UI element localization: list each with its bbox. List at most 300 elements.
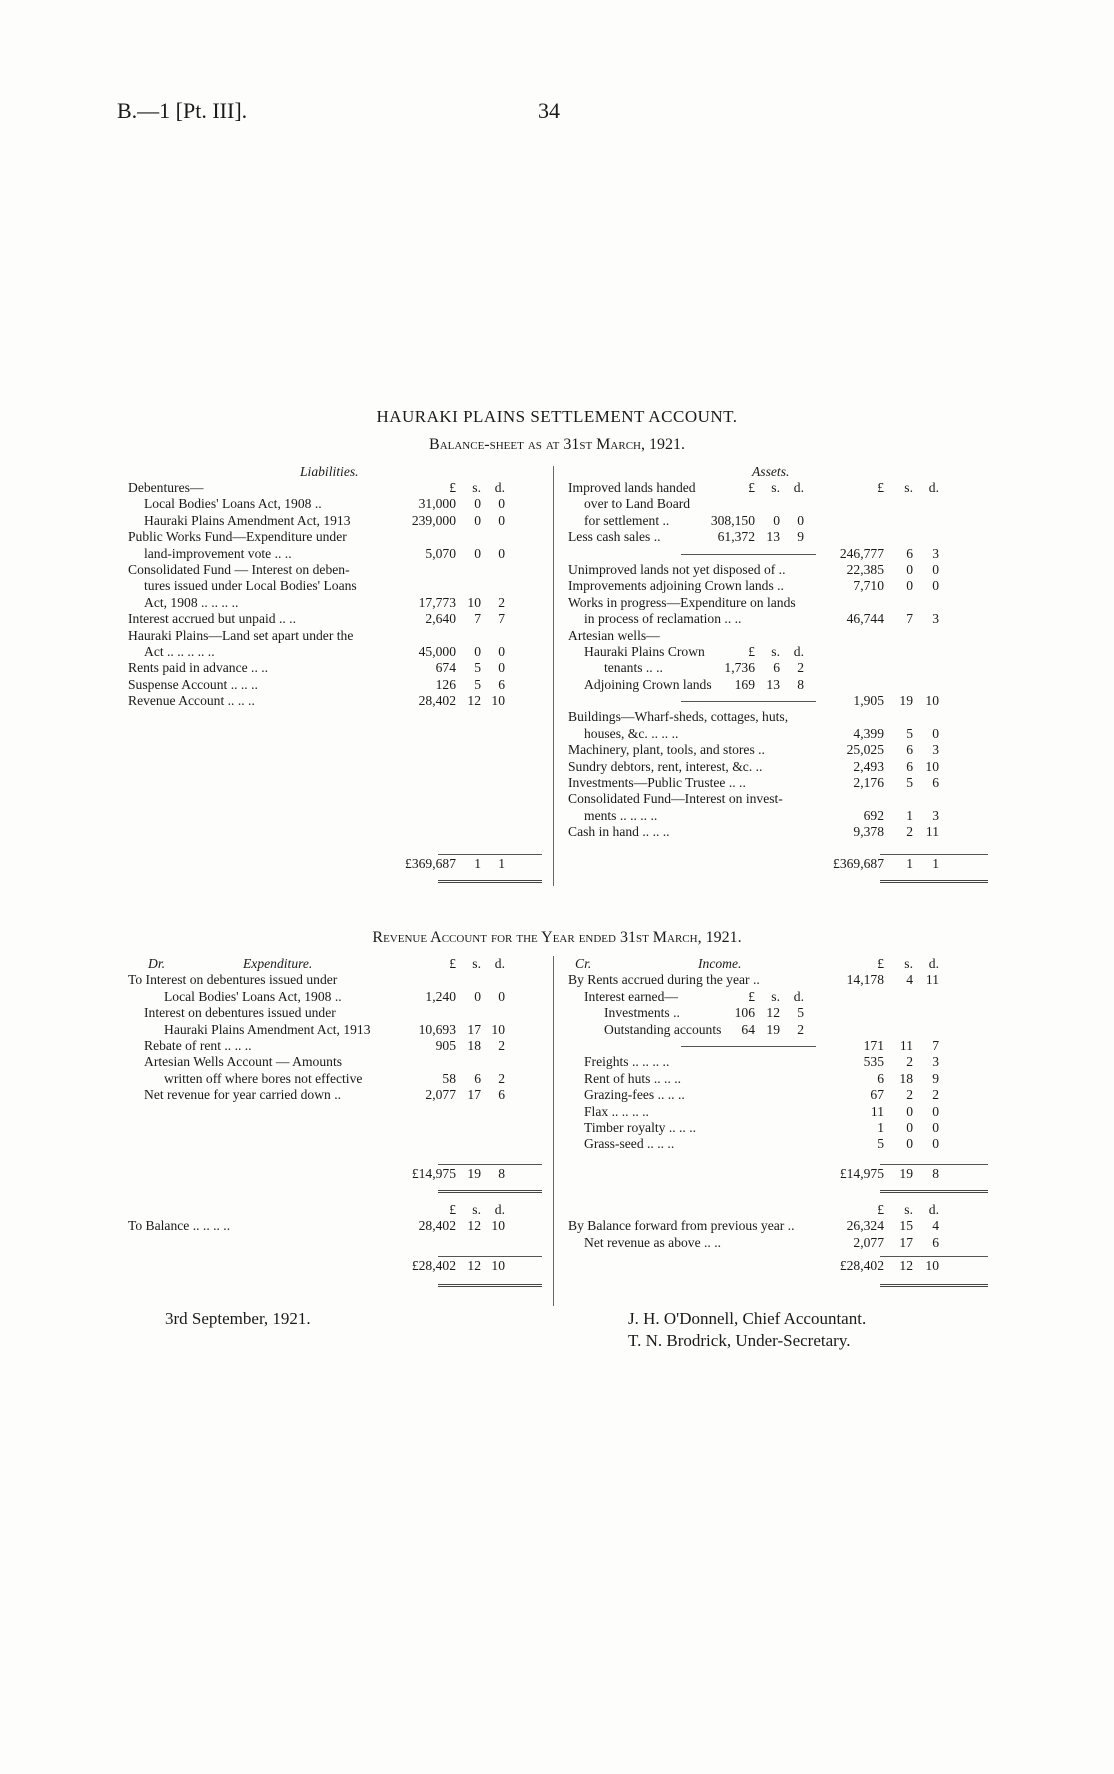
total-pounds-cell: £369,687 (833, 856, 884, 871)
pounds-cell: £ (449, 956, 456, 971)
pence-cell: 6 (498, 1087, 505, 1103)
pounds-cell: 246,777 (839, 545, 884, 561)
pounds-cell: 1,905 (853, 693, 884, 709)
total-pounds-cell: £14,975 (839, 1166, 884, 1181)
table-row (568, 595, 988, 611)
shillings-cell: 0 (474, 512, 481, 528)
shillings-cell: 12 (467, 1218, 481, 1234)
pence-cell: 3 (932, 742, 939, 758)
pence-cell: 10 (491, 693, 505, 709)
pounds-cell: 46,744 (846, 611, 884, 627)
pounds-cell: 26,324 (846, 1218, 884, 1234)
row-label: Interest on debentures issued under (144, 1005, 336, 1021)
inner-pounds-cell: 64 (741, 1021, 755, 1037)
shillings-cell: 0 (906, 1103, 913, 1119)
table-row (568, 791, 988, 807)
inner-pence-cell: 2 (797, 1021, 804, 1037)
row-label: Machinery, plant, tools, and stores .. (568, 742, 765, 758)
balance-sheet-subtitle: Balance-sheet as at 31st March, 1921. (429, 436, 685, 453)
row-label: tenants .. .. (604, 660, 663, 676)
pounds-cell: 4,399 (853, 725, 884, 741)
table-row (568, 956, 988, 972)
liabilities-heading: Liabilities. (300, 464, 359, 479)
pence-cell: 3 (932, 545, 939, 561)
row-label: Works in progress—Expenditure on lands (568, 594, 796, 610)
shillings-cell: 2 (906, 824, 913, 840)
table-row (568, 1202, 988, 1218)
inner-pounds-cell: 169 (734, 676, 755, 692)
total-shillings-cell: 19 (467, 1166, 481, 1181)
row-label: Artesian wells— (568, 627, 660, 643)
pence-cell: 6 (932, 1234, 939, 1250)
expenditure-list (128, 956, 543, 1104)
table-row (568, 1054, 988, 1070)
table-row (568, 1120, 988, 1136)
total-row (568, 1258, 988, 1274)
row-label: Revenue Account .. .. .. (128, 693, 255, 709)
inner-shillings-cell: s. (771, 480, 780, 495)
inner-shillings-cell: 13 (766, 676, 780, 692)
total-row (128, 1258, 543, 1274)
shillings-cell: s. (472, 956, 481, 971)
cr-label: Cr. (575, 956, 592, 971)
pounds-cell: 22,385 (846, 561, 884, 577)
pounds-cell: 126 (435, 676, 456, 692)
table-row (128, 562, 543, 578)
total-pence-cell: 1 (932, 856, 939, 871)
total-row (568, 856, 988, 872)
pence-cell: 0 (932, 725, 939, 741)
shillings-cell: 6 (906, 545, 913, 561)
table-row (568, 660, 988, 676)
pence-cell: 0 (498, 660, 505, 676)
row-label: Hauraki Plains Amendment Act, 1913 (164, 1021, 371, 1037)
row-label: By Rents accrued during the year .. (568, 972, 760, 988)
pounds-cell: £ (449, 1202, 456, 1217)
shillings-cell: 5 (474, 660, 481, 676)
row-label: Timber royalty .. .. .. (584, 1119, 697, 1135)
shillings-cell: 17 (467, 1021, 481, 1037)
pence-cell: 0 (498, 545, 505, 561)
pence-cell: 0 (932, 578, 939, 594)
shillings-cell: s. (472, 480, 481, 495)
pence-cell: 11 (925, 824, 939, 840)
table-row (568, 972, 988, 988)
row-label: Act, 1908 .. .. .. .. (144, 594, 239, 610)
table-row (128, 1202, 543, 1218)
table-row (128, 956, 543, 972)
pounds-cell: 2,176 (853, 775, 884, 791)
shillings-cell: 18 (467, 1037, 481, 1053)
shillings-cell: 17 (899, 1234, 913, 1250)
row-label: Flax .. .. .. .. (584, 1103, 649, 1119)
row-label: Consolidated Fund—Interest on invest- (568, 791, 783, 807)
table-row (568, 628, 988, 644)
total-row (128, 856, 543, 872)
pounds-cell: 2,077 (853, 1234, 884, 1250)
shillings-cell: 5 (906, 725, 913, 741)
pounds-cell: 1 (877, 1119, 884, 1135)
row-label: Consolidated Fund — Interest on deben- (128, 561, 350, 577)
pence-cell: 4 (932, 1218, 939, 1234)
shillings-cell: s. (904, 1202, 913, 1217)
pence-cell: 9 (932, 1070, 939, 1086)
row-label: Freights .. .. .. .. (584, 1054, 670, 1070)
pence-cell: 10 (491, 1218, 505, 1234)
pounds-cell: £ (449, 480, 456, 495)
account-title: HAURAKI PLAINS SETTLEMENT ACCOUNT. (376, 407, 738, 426)
total-shillings-cell: 19 (899, 1166, 913, 1181)
pence-cell: 10 (925, 758, 939, 774)
shillings-cell: 0 (906, 578, 913, 594)
pounds-cell: £ (877, 956, 884, 971)
shillings-cell: 10 (467, 594, 481, 610)
row-label: Act .. .. .. .. .. (144, 643, 215, 659)
shillings-cell: 2 (906, 1054, 913, 1070)
liabilities-list (128, 480, 543, 709)
table-row (568, 513, 988, 529)
pounds-cell: 28,402 (418, 693, 456, 709)
balance-cr-list (568, 1202, 988, 1251)
row-label: Hauraki Plains Amendment Act, 1913 (144, 512, 351, 528)
table-row (128, 1022, 543, 1038)
pounds-cell: 239,000 (411, 512, 456, 528)
assets-heading: Assets. (752, 464, 790, 479)
expenditure-total (128, 1166, 543, 1182)
row-label: Interest accrued but unpaid .. .. (128, 611, 296, 627)
row-label: Debentures— (128, 480, 204, 495)
pounds-cell: 10,693 (418, 1021, 456, 1037)
pounds-cell: 171 (863, 1037, 884, 1053)
shillings-cell: 0 (906, 1119, 913, 1135)
pence-cell: 2 (932, 1087, 939, 1103)
pence-cell: 3 (932, 1054, 939, 1070)
pounds-cell: 45,000 (418, 643, 456, 659)
dr-label: Dr. (148, 956, 165, 971)
pounds-cell: 674 (435, 660, 456, 676)
row-label: Net revenue as above .. .. (584, 1234, 722, 1250)
shillings-cell: 0 (474, 545, 481, 561)
inner-pence-cell: 2 (797, 660, 804, 676)
table-row (128, 578, 543, 594)
total-pence-cell: 1 (498, 856, 505, 871)
total-pence-cell: 10 (925, 1258, 939, 1273)
income-total (568, 1166, 988, 1182)
total-shillings-cell: 12 (899, 1258, 913, 1273)
pounds-cell: 7,710 (853, 578, 884, 594)
table-row (568, 480, 988, 496)
pounds-cell: 5,070 (425, 545, 456, 561)
shillings-cell: 0 (474, 988, 481, 1004)
pence-cell: 0 (932, 1136, 939, 1152)
inner-shillings-cell: 13 (766, 529, 780, 545)
inner-shillings-cell: 0 (773, 512, 780, 528)
pence-cell: 2 (498, 1070, 505, 1086)
shillings-cell: 6 (474, 1070, 481, 1086)
pounds-cell: 14,178 (846, 972, 884, 988)
row-label: Rents paid in advance .. .. (128, 660, 269, 676)
inner-pounds-cell: £ (748, 480, 755, 495)
table-row (568, 1038, 988, 1054)
signature-under-secretary: T. N. Brodrick, Under-Secretary. (628, 1331, 851, 1350)
assets-list (568, 480, 988, 841)
table-row (568, 1104, 988, 1120)
shillings-cell: 17 (467, 1087, 481, 1103)
row-label: Investments—Public Trustee .. .. (568, 775, 746, 791)
shillings-cell: 0 (474, 496, 481, 512)
shillings-cell: 15 (899, 1218, 913, 1234)
row-label: land-improvement vote .. .. (144, 545, 292, 561)
shillings-cell: 7 (474, 611, 481, 627)
total-pounds-cell: £28,402 (839, 1258, 884, 1273)
pounds-cell: 1,240 (425, 988, 456, 1004)
inner-pence-cell: 5 (797, 1005, 804, 1021)
income-list (568, 956, 988, 1153)
row-label: for settlement .. (584, 512, 670, 528)
row-label: Improvements adjoining Crown lands .. (568, 578, 784, 594)
row-label: Rent of huts .. .. .. (584, 1070, 682, 1086)
pence-cell: d. (494, 480, 505, 495)
inner-pounds-cell: 1,736 (724, 660, 755, 676)
pounds-cell: 5 (877, 1136, 884, 1152)
pence-cell: 3 (932, 611, 939, 627)
total-shillings-cell: 1 (906, 856, 913, 871)
row-label: ments .. .. .. .. (584, 807, 658, 823)
table-row (568, 529, 988, 545)
pounds-cell: 2,640 (425, 611, 456, 627)
shillings-cell: 18 (899, 1070, 913, 1086)
shillings-cell: 6 (906, 742, 913, 758)
shillings-cell: 1 (906, 807, 913, 823)
table-row (568, 1136, 988, 1152)
inner-pence-cell: d. (793, 643, 804, 659)
row-label: Local Bodies' Loans Act, 1908 .. (144, 496, 322, 512)
table-row (568, 496, 988, 512)
inner-pence-cell: 9 (797, 529, 804, 545)
row-label: houses, &c. .. .. .. (584, 725, 679, 741)
shillings-cell: 11 (899, 1037, 913, 1053)
table-row (128, 1071, 543, 1087)
revenue-account-subtitle: Revenue Account for the Year ended 31st March, 1921. (372, 929, 742, 946)
inner-shillings-cell: s. (771, 988, 780, 1004)
assets-total (568, 856, 988, 872)
shillings-cell: 5 (474, 676, 481, 692)
pounds-cell: 11 (870, 1103, 884, 1119)
row-label: Hauraki Plains—Land set apart under the (128, 627, 354, 643)
row-label: Hauraki Plains Crown (584, 643, 705, 659)
row-label: Net revenue for year carried down .. (144, 1087, 342, 1103)
row-label: Sundry debtors, rent, interest, &c. .. (568, 758, 763, 774)
row-label: written off where bores not effective (164, 1070, 363, 1086)
column-divider (553, 466, 554, 886)
row-label: tures issued under Local Bodies' Loans (144, 578, 357, 594)
pounds-cell: 2,077 (425, 1087, 456, 1103)
column-divider (553, 956, 554, 1306)
inner-pence-cell: d. (793, 480, 804, 495)
pounds-cell: 905 (435, 1037, 456, 1053)
pence-cell: d. (928, 480, 939, 495)
row-label: Local Bodies' Loans Act, 1908 .. (164, 988, 342, 1004)
pounds-cell: 692 (863, 807, 884, 823)
pounds-cell: 17,773 (418, 594, 456, 610)
row-label: Adjoining Crown lands (584, 676, 712, 692)
row-label: Outstanding accounts (604, 1021, 722, 1037)
table-row (568, 808, 988, 824)
table-row (568, 693, 988, 709)
pence-cell: 0 (498, 988, 505, 1004)
row-label: Suspense Account .. .. .. (128, 676, 258, 692)
pence-cell: 2 (498, 1037, 505, 1053)
total-pence-cell: 8 (498, 1166, 505, 1181)
row-label: Interest earned— (584, 988, 678, 1004)
pounds-cell: 2,493 (853, 758, 884, 774)
row-label: To Balance .. .. .. .. (128, 1218, 231, 1234)
table-row (568, 824, 988, 840)
total-shillings-cell: 1 (474, 856, 481, 871)
inner-pounds-cell: £ (748, 643, 755, 659)
table-row (128, 660, 543, 676)
shillings-cell: 19 (899, 693, 913, 709)
row-label: in process of reclamation .. .. (584, 611, 742, 627)
inner-pence-cell: 0 (797, 512, 804, 528)
table-row (568, 1022, 988, 1038)
pence-cell: d. (494, 1202, 505, 1217)
table-row (128, 989, 543, 1005)
pence-cell: 7 (932, 1037, 939, 1053)
signature-chief-accountant: J. H. O'Donnell, Chief Accountant. (628, 1309, 867, 1328)
row-label: To Interest on debentures issued under (128, 972, 338, 988)
table-row (128, 1038, 543, 1054)
table-row (568, 1218, 988, 1234)
income-heading: Income. (698, 956, 742, 971)
row-label: Artesian Wells Account — Amounts (144, 1054, 343, 1070)
pence-cell: 3 (932, 807, 939, 823)
balance-cr-total (568, 1258, 988, 1274)
pence-cell: 0 (932, 1103, 939, 1119)
pence-cell: 2 (498, 594, 505, 610)
page-number: 34 (538, 98, 560, 123)
subtotal-rule (681, 701, 816, 702)
table-row (128, 972, 543, 988)
expenditure-heading: Expenditure. (243, 956, 313, 971)
pence-cell: 10 (925, 693, 939, 709)
shillings-cell: 5 (906, 775, 913, 791)
table-row (568, 562, 988, 578)
document-date: 3rd September, 1921. (165, 1309, 311, 1328)
subtotal-rule (681, 1046, 816, 1047)
row-label: Improved lands handed (568, 480, 696, 495)
balance-dr-list (128, 1202, 543, 1235)
table-row (568, 1235, 988, 1251)
table-row (128, 496, 543, 512)
table-row (128, 677, 543, 693)
table-row (128, 628, 543, 644)
row-label: Buildings—Wharf-sheds, cottages, huts, (568, 709, 789, 725)
shillings-cell: 0 (474, 643, 481, 659)
table-row (128, 693, 543, 709)
table-row (128, 595, 543, 611)
table-row (568, 644, 988, 660)
table-row (128, 529, 543, 545)
table-row (568, 578, 988, 594)
row-label: By Balance forward from previous year .. (568, 1218, 795, 1234)
shillings-cell: 2 (906, 1087, 913, 1103)
inner-pounds-cell: 61,372 (717, 529, 755, 545)
row-label: Investments .. (604, 1005, 680, 1021)
total-shillings-cell: 12 (467, 1258, 481, 1273)
inner-pence-cell: 8 (797, 676, 804, 692)
shillings-cell: s. (904, 956, 913, 971)
total-row (568, 1166, 988, 1182)
total-pounds-cell: £369,687 (405, 856, 456, 871)
table-row (128, 480, 543, 496)
pence-cell: 11 (925, 972, 939, 988)
pounds-cell: £ (877, 480, 884, 495)
table-row (568, 1087, 988, 1103)
total-pounds-cell: £14,975 (411, 1166, 456, 1181)
pence-cell: 0 (498, 496, 505, 512)
table-row (568, 759, 988, 775)
shillings-cell: 6 (906, 758, 913, 774)
pounds-cell: 535 (863, 1054, 884, 1070)
inner-shillings-cell: s. (771, 643, 780, 659)
table-row (128, 1005, 543, 1021)
pounds-cell: 28,402 (418, 1218, 456, 1234)
pence-cell: 0 (498, 512, 505, 528)
pounds-cell: 31,000 (418, 496, 456, 512)
row-label: over to Land Board (584, 496, 691, 512)
row-label: Less cash sales .. (568, 529, 661, 545)
pence-cell: d. (494, 956, 505, 971)
table-row (128, 1087, 543, 1103)
total-pence-cell: 10 (491, 1258, 505, 1273)
pounds-cell: 9,378 (853, 824, 884, 840)
inner-pence-cell: d. (793, 988, 804, 1004)
pence-cell: d. (928, 1202, 939, 1217)
balance-dr-total (128, 1258, 543, 1274)
shillings-cell: 4 (906, 972, 913, 988)
total-pence-cell: 8 (932, 1166, 939, 1181)
inner-shillings-cell: 19 (766, 1021, 780, 1037)
pence-cell: 0 (498, 643, 505, 659)
table-row (568, 709, 988, 725)
pence-cell: 7 (498, 611, 505, 627)
table-row (128, 1054, 543, 1070)
table-row (128, 644, 543, 660)
shillings-cell: 0 (906, 1136, 913, 1152)
table-row (128, 513, 543, 529)
total-row (128, 1166, 543, 1182)
row-label: Unimproved lands not yet disposed of .. (568, 561, 786, 577)
shillings-cell: 12 (467, 693, 481, 709)
document-reference: B.—1 [Pt. III]. (117, 98, 248, 123)
shillings-cell: s. (904, 480, 913, 495)
shillings-cell: 0 (906, 561, 913, 577)
table-row (568, 989, 988, 1005)
table-row (128, 1218, 543, 1234)
pounds-cell: 58 (442, 1070, 456, 1086)
row-label: Public Works Fund—Expenditure under (128, 529, 347, 545)
table-row (568, 677, 988, 693)
inner-pounds-cell: 308,150 (710, 512, 755, 528)
table-row (568, 726, 988, 742)
table-row (568, 546, 988, 562)
pence-cell: 6 (932, 775, 939, 791)
table-row (568, 1071, 988, 1087)
inner-pounds-cell: 106 (734, 1005, 755, 1021)
pounds-cell: £ (877, 1202, 884, 1217)
table-row (128, 546, 543, 562)
